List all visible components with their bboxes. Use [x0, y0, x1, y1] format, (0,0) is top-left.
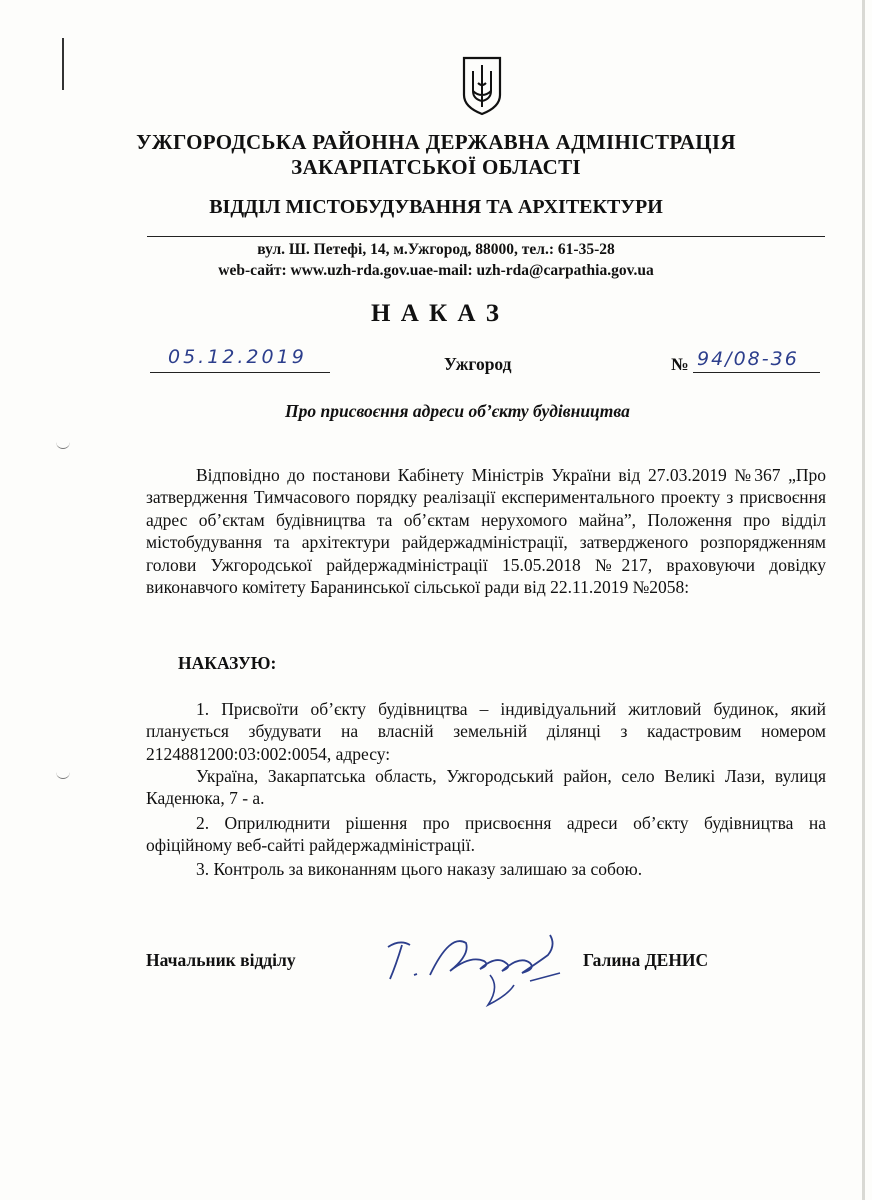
org-name-line2: ЗАКАРПАТСЬКОЇ ОБЛАСТІ — [291, 155, 581, 179]
page-edge — [862, 0, 865, 1200]
order-item-3: 3. Контроль за виконанням цього наказу залишаю за собою. — [196, 859, 643, 879]
trident-emblem-icon — [461, 55, 503, 117]
org-web-email: web-сайт: www.uzh-rda.gov.uae-mail: uzh-rda@carpathia.gov.ua — [218, 262, 654, 279]
org-name-line1: УЖГОРОДСЬКА РАЙОННА ДЕРЖАВНА АДМІНІСТРАЦІЯ — [136, 130, 736, 154]
document-title: Н А К А З — [371, 300, 501, 327]
order-word: НАКАЗУЮ: — [178, 653, 277, 673]
number-underline — [693, 372, 820, 373]
order-item-1: 1. Присвоїти об’єкту будівництва – індивідуальний житловий будинок, який планується збудувати на власній земельній ділянці з кадастровим номером 2124881200:03:002:0054, адресу: — [146, 699, 826, 764]
number-handwritten: 94/08-36 — [697, 348, 799, 370]
document-subject: Про присвоєння адреси об’єкту будівництва — [285, 401, 630, 421]
punch-hole-top — [56, 440, 70, 449]
handwritten-signature — [380, 925, 570, 1010]
punch-hole-bottom — [56, 770, 70, 779]
city-name: Ужгород — [444, 354, 512, 374]
preamble-paragraph: Відповідно до постанови Кабінету Міністрів України від 27.03.2019 №367 „Про затвердження Тимчасового порядку реалізації експериментального проекту з присвоєння адрес об’єктам будівництва та об’єктам нерухомого майна”, Положення про відділ містобудування та архітектури райдержадміністрації, затвердженого розпорядженням голови Ужгородської райдержадміністрації 15.05.2018 №217, враховуючи довідку виконавчого комітету Баранинської сільської ради від 22.11.2019 №2058: — [146, 465, 826, 598]
order-item-2: 2. Оприлюднити рішення про присвоєння адреси об’єкту будівництва на офіційному веб-сайті райдержадміністрації. — [146, 813, 826, 856]
signatory-position: Начальник відділу — [146, 950, 296, 970]
department-name: ВІДДІЛ МІСТОБУДУВАННЯ ТА АРХІТЕКТУРИ — [209, 196, 663, 218]
order-item-1-address: Україна, Закарпатська область, Ужгородський район, село Великі Лази, вулиця Каденюка, 7 - а. — [146, 766, 826, 809]
signatory-name: Галина ДЕНИС — [583, 950, 709, 970]
date-underline — [150, 372, 330, 373]
date-handwritten: 05.12.2019 — [168, 346, 307, 368]
number-label: № — [671, 354, 689, 374]
header-divider — [147, 236, 825, 237]
staple-mark — [52, 38, 64, 90]
org-address: вул. Ш. Петефі, 14, м.Ужгород, 88000, тел.: 61-35-28 — [257, 241, 615, 258]
